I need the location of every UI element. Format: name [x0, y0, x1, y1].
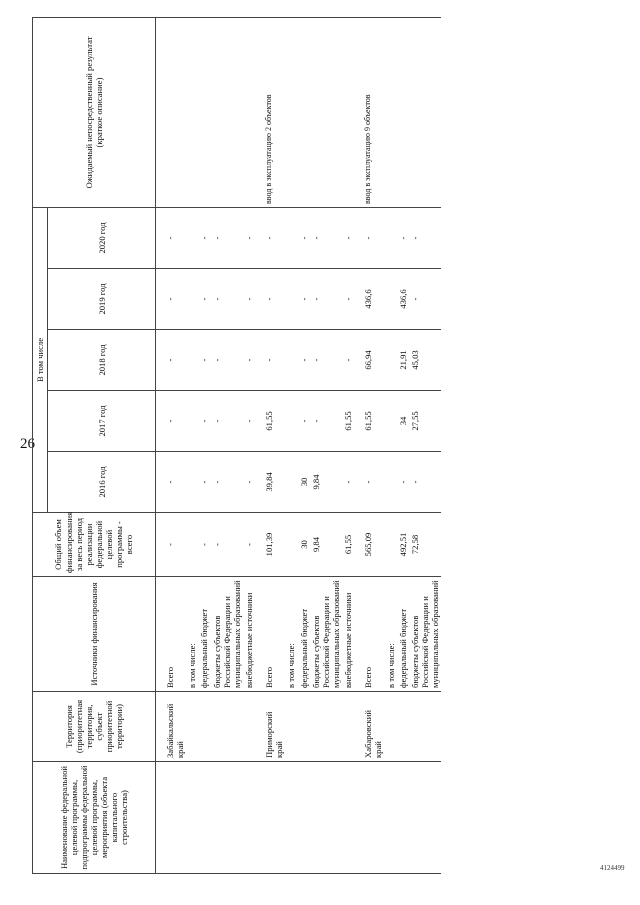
result-cell	[198, 18, 210, 208]
spacer-cell	[354, 692, 362, 762]
value-cell-y2016: -	[198, 452, 210, 513]
value-cell-total: -	[243, 513, 255, 577]
header-2016: 2016 год	[48, 452, 156, 513]
spacer-cell	[354, 330, 362, 391]
value-cell-y2019: -	[198, 269, 210, 330]
value-cell-y2017: 61,55	[342, 391, 354, 452]
value-cell-y2018: -	[298, 330, 310, 391]
header-including: В том числе	[33, 208, 48, 513]
source-cell: в том числе:	[186, 577, 198, 692]
table-row	[198, 18, 210, 874]
territory-cell: Хабаровский край	[362, 692, 384, 762]
page-number: 26	[20, 436, 35, 452]
value-cell-y2018: -	[263, 330, 285, 391]
value-cell-y2018	[285, 330, 297, 391]
header-2019: 2019 год	[48, 269, 156, 330]
program-name-cell	[298, 762, 310, 874]
source-cell: федеральный бюджет	[298, 577, 310, 692]
territory-cell	[211, 692, 243, 762]
header-sources: Источники финансирования	[33, 577, 156, 692]
value-cell-y2018	[186, 330, 198, 391]
value-cell-y2019: -	[310, 269, 342, 330]
spacer-cell	[156, 269, 165, 330]
value-cell-total	[385, 513, 397, 577]
source-cell: федеральный бюджет	[397, 577, 409, 692]
program-name-cell	[198, 762, 210, 874]
table-row	[397, 18, 409, 874]
value-cell-y2017	[285, 391, 297, 452]
source-cell: Всего	[164, 577, 186, 692]
value-cell-total: 565,09	[362, 513, 384, 577]
value-cell-y2019: -	[164, 269, 186, 330]
value-cell-y2016: -	[243, 452, 255, 513]
result-cell	[186, 18, 198, 208]
program-name-cell	[362, 762, 384, 874]
source-cell: Всего	[263, 577, 285, 692]
table-row	[298, 18, 310, 874]
value-cell-y2016: 9,84	[310, 452, 342, 513]
value-cell-y2019: -	[298, 269, 310, 330]
financing-table	[32, 17, 441, 874]
table-row	[385, 18, 397, 874]
spacer-cell	[156, 577, 165, 692]
result-cell	[243, 18, 255, 208]
program-name-cell	[211, 762, 243, 874]
value-cell-y2016	[285, 452, 297, 513]
source-cell: внебюджетные источники	[243, 577, 255, 692]
spacer-cell	[156, 452, 165, 513]
value-cell-y2018: -	[310, 330, 342, 391]
value-cell-y2018: -	[243, 330, 255, 391]
value-cell-y2018: 66,94	[362, 330, 384, 391]
value-cell-y2018: -	[211, 330, 243, 391]
header-2017: 2017 год	[48, 391, 156, 452]
spacer-cell	[156, 208, 165, 269]
spacer-cell	[156, 762, 165, 874]
source-cell: федеральный бюджет	[198, 577, 210, 692]
value-cell-total: 61,55	[342, 513, 354, 577]
value-cell-total: 72,58	[409, 513, 441, 577]
value-cell-total: 492,51	[397, 513, 409, 577]
program-name-cell	[263, 762, 285, 874]
table-row	[263, 18, 285, 874]
value-cell-total: 9,84	[310, 513, 342, 577]
table-row	[362, 18, 384, 874]
spacer-cell	[255, 18, 263, 208]
result-cell	[310, 18, 342, 208]
value-cell-total	[186, 513, 198, 577]
territory-cell	[409, 692, 441, 762]
value-cell-y2017: 34	[397, 391, 409, 452]
row-spacer	[156, 18, 165, 874]
territory-cell	[310, 692, 342, 762]
territory-cell	[243, 692, 255, 762]
value-cell-y2018: 45,03	[409, 330, 441, 391]
value-cell-total: 101,39	[263, 513, 285, 577]
value-cell-y2019: -	[243, 269, 255, 330]
result-cell: ввод в эксплуатацию 2 объектов	[263, 18, 285, 208]
program-name-cell	[285, 762, 297, 874]
value-cell-y2016	[385, 452, 397, 513]
territory-cell	[397, 692, 409, 762]
value-cell-y2018: -	[164, 330, 186, 391]
value-cell-y2019	[285, 269, 297, 330]
spacer-cell	[156, 513, 165, 577]
result-cell	[385, 18, 397, 208]
value-cell-y2017: -	[310, 391, 342, 452]
table-row	[310, 18, 342, 874]
spacer-cell	[255, 577, 263, 692]
value-cell-y2017	[186, 391, 198, 452]
table-row	[243, 18, 255, 874]
table-row	[211, 18, 243, 874]
value-cell-y2020: -	[243, 208, 255, 269]
document-code: 4124499	[600, 864, 625, 872]
value-cell-y2016: -	[362, 452, 384, 513]
value-cell-y2018: -	[342, 330, 354, 391]
spacer-cell	[354, 577, 362, 692]
program-name-cell	[186, 762, 198, 874]
header-result: Ожидаемый непосредственный результат (краткое описание)	[33, 18, 156, 208]
territory-cell	[342, 692, 354, 762]
source-cell: бюджеты субъектов Российской Федерации и муниципальных образований	[211, 577, 243, 692]
spacer-cell	[354, 391, 362, 452]
territory-cell: Приморский край	[263, 692, 285, 762]
value-cell-y2018: 21,91	[397, 330, 409, 391]
result-cell	[397, 18, 409, 208]
value-cell-y2017: -	[164, 391, 186, 452]
value-cell-y2020: -	[397, 208, 409, 269]
program-name-cell	[243, 762, 255, 874]
program-name-cell	[397, 762, 409, 874]
value-cell-y2019: -	[409, 269, 441, 330]
result-cell	[164, 18, 186, 208]
territory-cell	[298, 692, 310, 762]
spacer-cell	[156, 692, 165, 762]
row-spacer	[354, 18, 362, 874]
territory-cell	[198, 692, 210, 762]
rotated-table-container	[32, 18, 602, 874]
value-cell-y2016: -	[397, 452, 409, 513]
value-cell-total	[285, 513, 297, 577]
spacer-cell	[255, 269, 263, 330]
value-cell-y2017: -	[298, 391, 310, 452]
result-cell	[298, 18, 310, 208]
value-cell-y2016: -	[409, 452, 441, 513]
table-row	[342, 18, 354, 874]
value-cell-y2020: -	[164, 208, 186, 269]
spacer-cell	[354, 762, 362, 874]
value-cell-y2020: -	[263, 208, 285, 269]
value-cell-y2017: -	[198, 391, 210, 452]
territory-cell: Забайкальский край	[164, 692, 186, 762]
value-cell-y2020	[186, 208, 198, 269]
value-cell-y2016	[186, 452, 198, 513]
value-cell-y2020	[285, 208, 297, 269]
spacer-cell	[156, 18, 165, 208]
value-cell-y2020: -	[342, 208, 354, 269]
result-cell	[409, 18, 441, 208]
value-cell-total: -	[211, 513, 243, 577]
value-cell-y2017: -	[211, 391, 243, 452]
program-name-cell	[342, 762, 354, 874]
header-program-name: Наименование федеральной целевой программы, подпрограммы федеральной целевой программы, мероприятия (объекта капитального строительства)	[33, 762, 156, 874]
value-cell-y2019	[186, 269, 198, 330]
value-cell-y2016: -	[342, 452, 354, 513]
value-cell-y2016: -	[211, 452, 243, 513]
value-cell-y2020	[385, 208, 397, 269]
value-cell-y2019: 436,6	[362, 269, 384, 330]
spacer-cell	[255, 692, 263, 762]
spacer-cell	[255, 762, 263, 874]
value-cell-y2019	[385, 269, 397, 330]
header-territory: Территория (приоритетная территория, субъект приоритетной территории)	[33, 692, 156, 762]
value-cell-y2020: -	[211, 208, 243, 269]
program-name-cell	[385, 762, 397, 874]
spacer-cell	[354, 513, 362, 577]
header-2018: 2018 год	[48, 330, 156, 391]
spacer-cell	[354, 208, 362, 269]
territory-cell	[186, 692, 198, 762]
program-name-cell	[409, 762, 441, 874]
spacer-cell	[255, 330, 263, 391]
spacer-cell	[255, 452, 263, 513]
spacer-cell	[255, 513, 263, 577]
source-cell: внебюджетные источники	[342, 577, 354, 692]
value-cell-total: -	[164, 513, 186, 577]
table-row	[164, 18, 186, 874]
territory-cell	[385, 692, 397, 762]
value-cell-y2019: -	[263, 269, 285, 330]
table-row	[409, 18, 441, 874]
spacer-cell	[255, 208, 263, 269]
value-cell-y2016: 39,84	[263, 452, 285, 513]
result-cell	[285, 18, 297, 208]
value-cell-y2017: -	[243, 391, 255, 452]
value-cell-y2017: 61,55	[263, 391, 285, 452]
spacer-cell	[354, 452, 362, 513]
value-cell-y2016: 30	[298, 452, 310, 513]
spacer-cell	[156, 391, 165, 452]
value-cell-y2017: 61,55	[362, 391, 384, 452]
spacer-cell	[354, 18, 362, 208]
spacer-cell	[156, 330, 165, 391]
value-cell-y2019: -	[342, 269, 354, 330]
result-cell: ввод в эксплуатацию 9 объектов	[362, 18, 384, 208]
header-2020: 2020 год	[48, 208, 156, 269]
source-cell: Всего	[362, 577, 384, 692]
source-cell: в том числе:	[385, 577, 397, 692]
value-cell-y2018: -	[198, 330, 210, 391]
source-cell: бюджеты субъектов Российской Федерации и муниципальных образований	[409, 577, 441, 692]
table-row	[186, 18, 198, 874]
value-cell-y2020: -	[362, 208, 384, 269]
value-cell-y2016: -	[164, 452, 186, 513]
value-cell-y2020: -	[298, 208, 310, 269]
source-cell: бюджеты субъектов Российской Федерации и муниципальных образований	[310, 577, 342, 692]
header-total: Общий объем финансирования за весь период реализации федеральной целевой программы - всего	[33, 513, 156, 577]
source-cell: в том числе:	[285, 577, 297, 692]
table-row	[285, 18, 297, 874]
value-cell-y2020: -	[310, 208, 342, 269]
value-cell-y2020: -	[409, 208, 441, 269]
row-spacer	[255, 18, 263, 874]
table-body	[156, 18, 442, 874]
value-cell-y2017: 27,55	[409, 391, 441, 452]
spacer-cell	[255, 391, 263, 452]
result-cell	[211, 18, 243, 208]
spacer-cell	[354, 269, 362, 330]
value-cell-y2019: -	[211, 269, 243, 330]
program-name-cell	[164, 762, 186, 874]
result-cell	[342, 18, 354, 208]
territory-cell	[285, 692, 297, 762]
value-cell-total: -	[198, 513, 210, 577]
value-cell-y2019: 436,6	[397, 269, 409, 330]
value-cell-total: 30	[298, 513, 310, 577]
value-cell-y2017	[385, 391, 397, 452]
value-cell-y2020: -	[198, 208, 210, 269]
program-name-cell	[310, 762, 342, 874]
value-cell-y2018	[385, 330, 397, 391]
